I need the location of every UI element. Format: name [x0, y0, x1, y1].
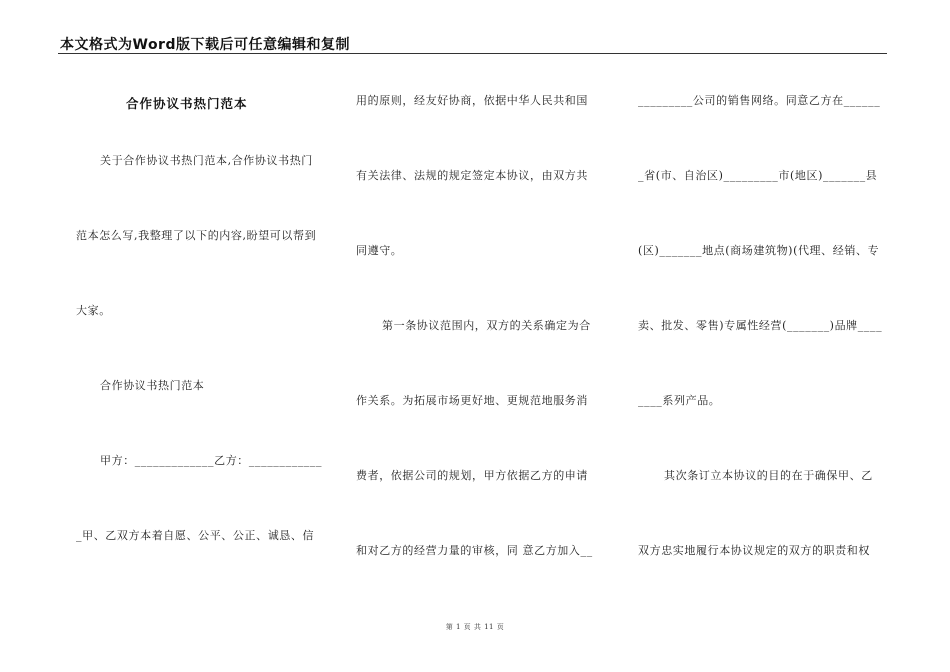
paragraph-line: 第一条协议范围内，双方的关系确定为合: [382, 319, 591, 332]
column-3: [638, 0, 886, 600]
paragraph-line: 大家。: [76, 304, 111, 317]
section-heading: 合作协议书热门范本: [100, 379, 205, 392]
paragraph-line: 用的原则，经友好协商，依据中华人民共和国: [356, 94, 588, 107]
paragraph-line: (区)_______地点(商场建筑物)(代理、经销、专: [638, 244, 880, 257]
paragraph-line: 范本怎么写,我整理了以下的内容,盼望可以帮到: [76, 229, 317, 242]
header-banner: 本文格式为Word版下载后可任意编辑和复制: [60, 37, 350, 53]
paragraph-line: 和对乙方的经营力量的审核，同 意乙方加入__: [356, 544, 593, 557]
paragraph-line: 卖、批发、零售)专属性经营(_______)品牌____: [638, 319, 883, 332]
paragraph-line: _甲、乙双方本着自愿、公平、公正、诚恳、信: [76, 529, 315, 542]
column-2: [356, 0, 604, 600]
party-line: 甲方：_____________乙方：____________: [100, 454, 323, 467]
paragraph-line: _________公司的销售网络。同意乙方在______: [638, 94, 881, 107]
paragraph-line: 费者，依据公司的规划，甲方依据乙方的申请: [356, 469, 588, 482]
paragraph-line: 关于合作协议书热门范本,合作协议书热门: [100, 154, 313, 167]
column-1: [76, 0, 324, 600]
paragraph-line: _省(市、自治区)_________市(地区)_______县: [638, 169, 878, 182]
page-footer: 第 1 页 共 11 页: [445, 623, 505, 631]
paragraph-line: ____系列产品。: [638, 394, 721, 407]
paragraph-line: 双方忠实地履行本协议规定的双方的职责和权: [638, 544, 870, 557]
paragraph-line: 其次条订立本协议的目的在于确保甲、乙: [664, 469, 873, 482]
paragraph-line: 同遵守。: [356, 244, 403, 257]
paragraph-line: 作关系。为拓展市场更好地、更规范地服务消: [356, 394, 588, 407]
paragraph-line: 有关法律、法规的规定签定本协议，由双方共: [356, 169, 588, 182]
document-title: 合作协议书热门范本: [126, 96, 248, 111]
